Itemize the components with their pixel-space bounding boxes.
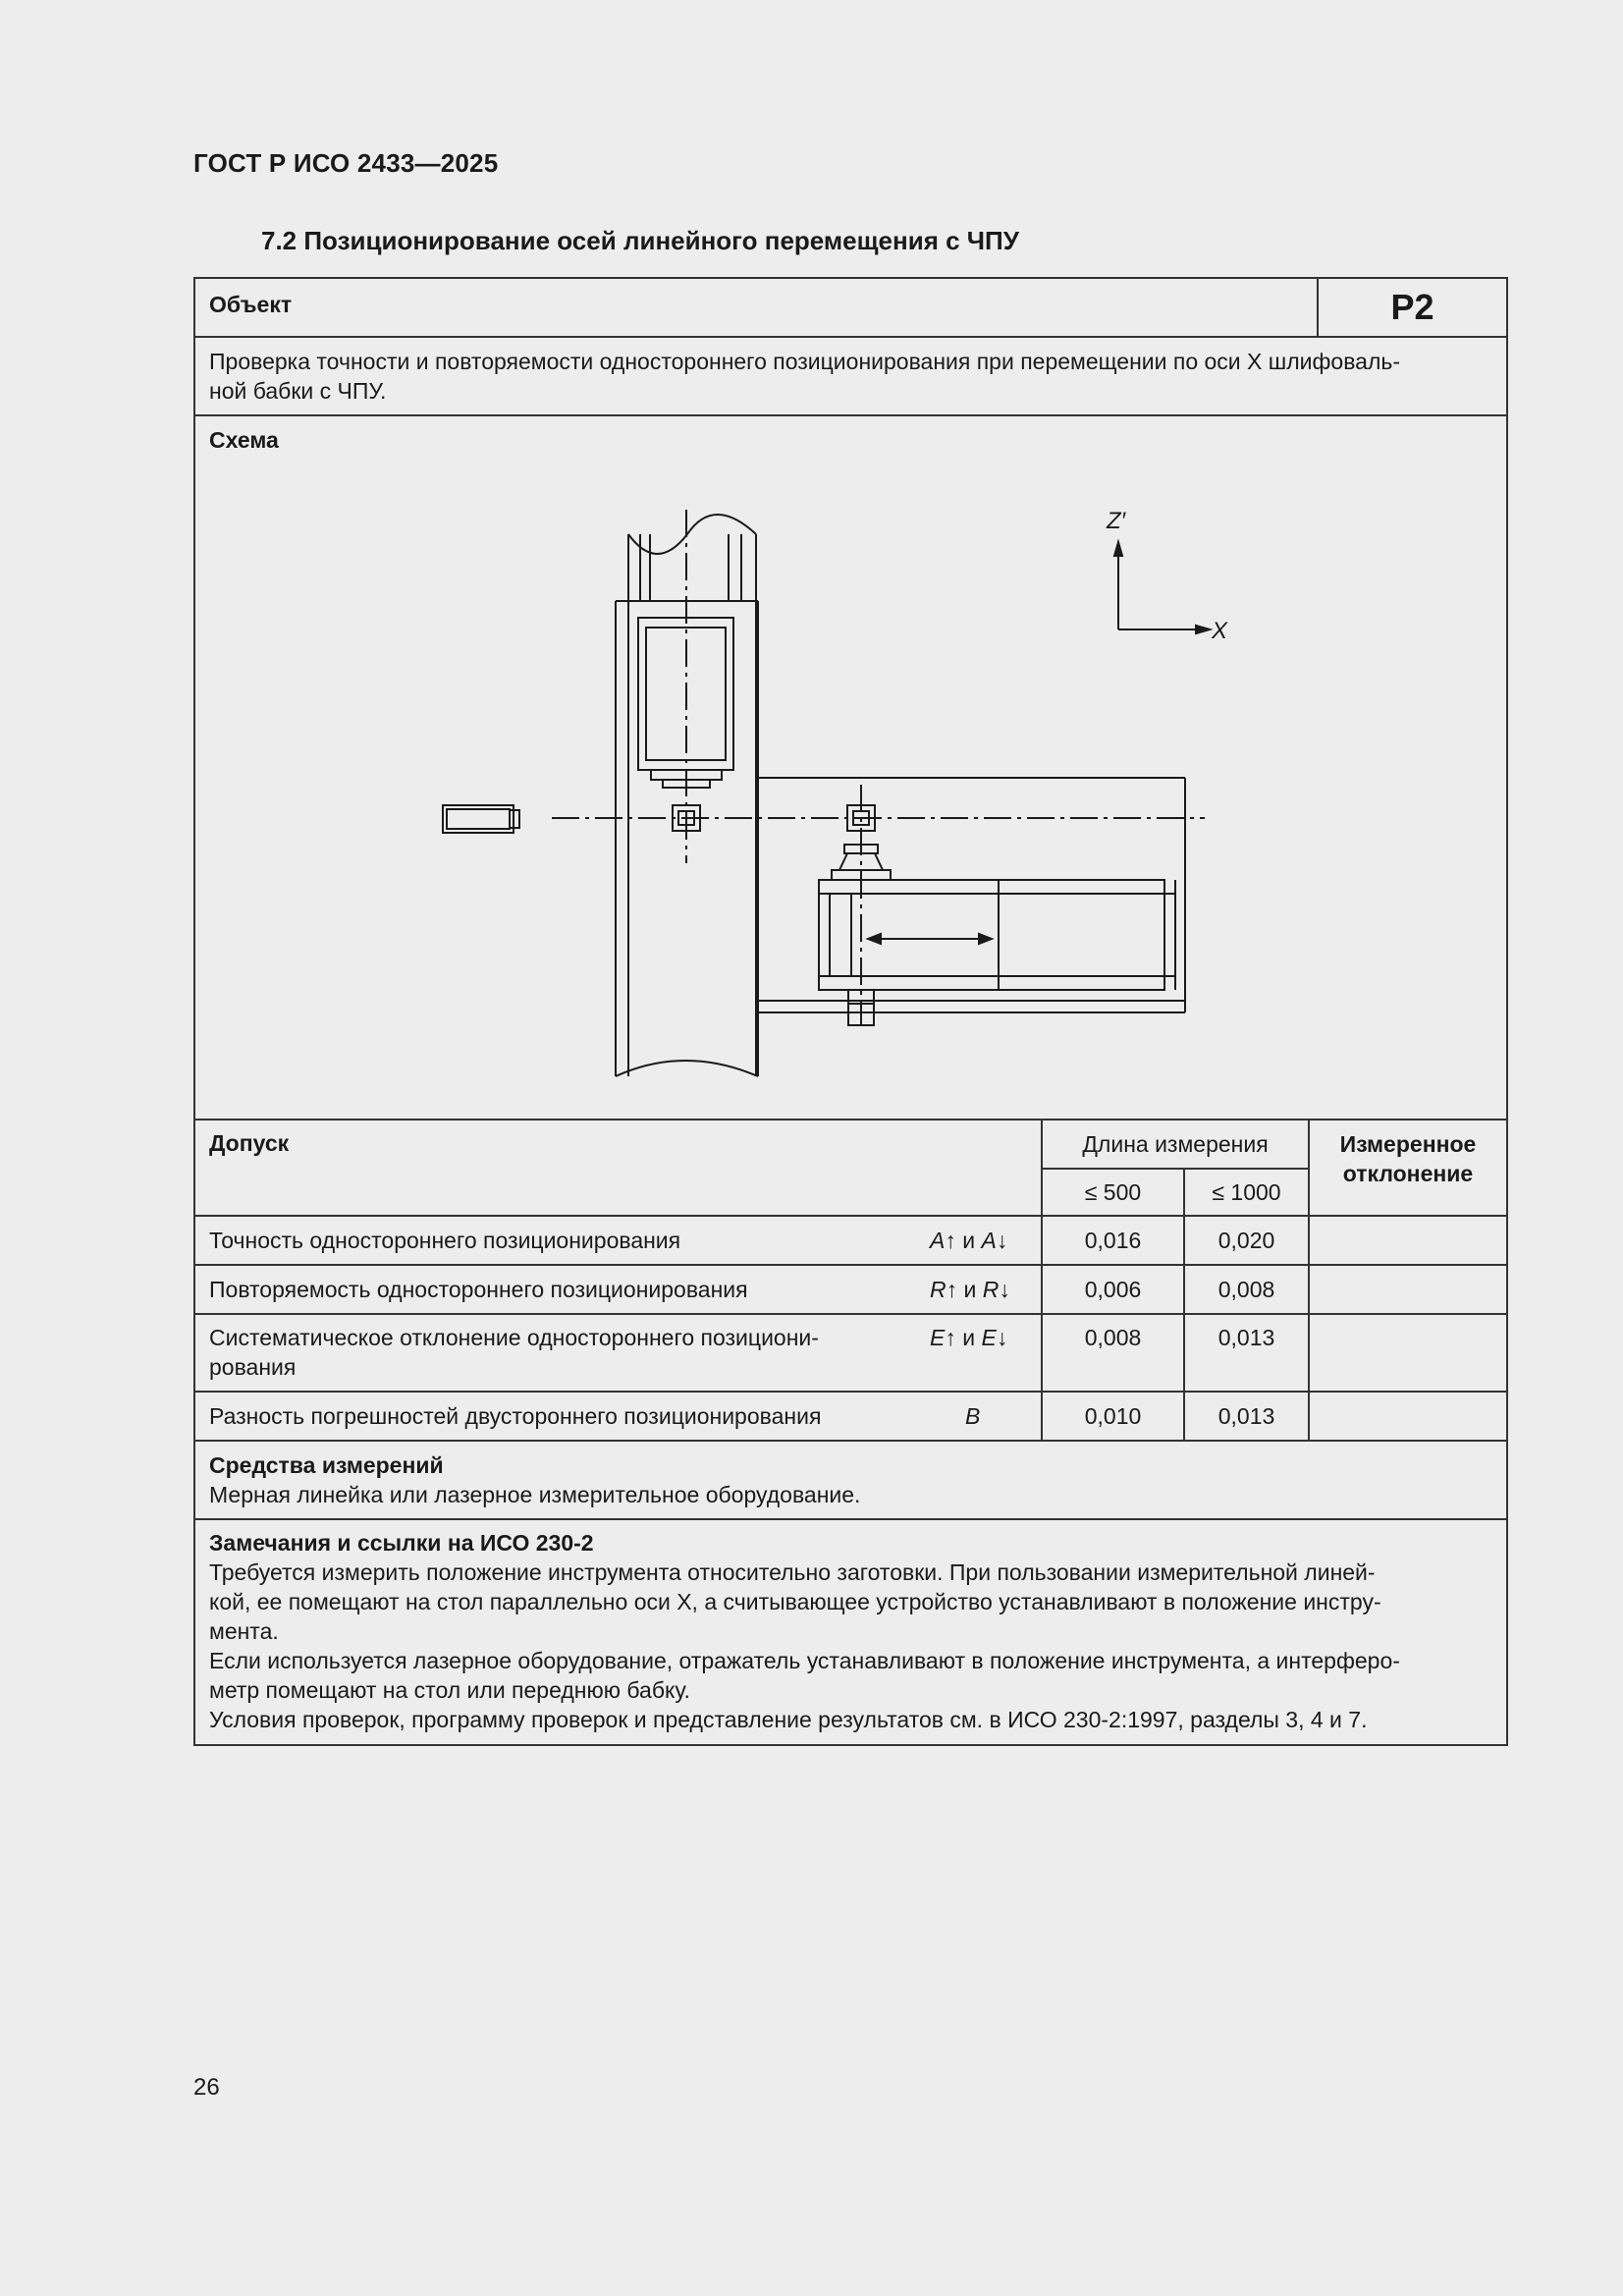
instruments-text: Мерная линейка или лазерное измерительное оборудование. [209, 1482, 861, 1507]
tolerance-row-name: Точность одностороннего позиционирования [209, 1228, 681, 1253]
tolerance-row-symbol: E↑ и E↓ [930, 1325, 1008, 1350]
tolerance-header: Допуск [209, 1130, 290, 1156]
tolerance-row-name-line1: Систематическое отклонение одностороннего позициони- [209, 1325, 819, 1350]
tailstock [443, 805, 519, 833]
le500-header: ≤ 500 [1084, 1179, 1142, 1205]
tolerance-row-v1000: 0,013 [1217, 1403, 1275, 1429]
notes-line: кой, ее помещают на стол параллельно оси X, а считывающее устройство устанавливают в положение инстру- [209, 1589, 1381, 1614]
notes-line: мента. [209, 1618, 279, 1644]
tolerance-row-symbol: R↑ и R↓ [930, 1277, 1010, 1302]
scheme-label: Схема [209, 427, 279, 453]
tolerance-row-v500: 0,006 [1084, 1277, 1142, 1302]
section-title: 7.2 Позиционирование осей линейного перемещения с ЧПУ [261, 226, 1019, 255]
machine-scheme-diagram [193, 416, 1508, 1119]
tolerance-row-name: Повторяемость одностороннего позиционирования [209, 1277, 748, 1302]
tolerance-top-divider [193, 1119, 1508, 1121]
page-number: 26 [193, 2074, 220, 2101]
tolerance-row-symbol: A↑ и A↓ [930, 1228, 1008, 1253]
tolerance-row-v1000: 0,013 [1217, 1325, 1275, 1350]
tolerance-row-name: Разность погрешностей двустороннего позиционирования [209, 1403, 822, 1429]
object-description-line1: Проверка точности и повторяемости одностороннего позиционирования при перемещении по оси X шлифоваль- [209, 349, 1401, 374]
notes-line: Требуется измерить положение инструмента относительно заготовки. При пользовании измерительной линей- [209, 1559, 1376, 1585]
document-header: ГОСТ Р ИСО 2433—2025 [193, 148, 499, 178]
tolerance-row-v500: 0,008 [1084, 1325, 1142, 1350]
object-label: Объект [209, 292, 293, 317]
axis-x-label: X [1212, 618, 1228, 644]
length-header: Длина измерения [1082, 1131, 1269, 1157]
tolerance-row-v500: 0,016 [1084, 1228, 1142, 1253]
object-divider [193, 336, 1319, 338]
tolerance-row-symbol: B [965, 1403, 981, 1429]
notes-line: Условия проверок, программу проверок и представление результатов см. в ИСО 230-2:1997, разделы 3, 4 и 7. [209, 1707, 1368, 1732]
object-description-line2: ной бабки с ЧПУ. [209, 378, 387, 404]
notes-line: Если используется лазерное оборудование, отражатель устанавливают в положение инструмента, а интерферо- [209, 1648, 1400, 1673]
axes-indicator [1106, 508, 1228, 644]
notes-line: метр помещают на стол или переднюю бабку. [209, 1677, 690, 1703]
measured-header-line1: Измеренное [1339, 1131, 1477, 1157]
measured-header-line2: отклонение [1342, 1161, 1474, 1186]
tolerance-row-v500: 0,010 [1084, 1403, 1142, 1429]
machine-table-frame [758, 778, 1185, 1012]
tolerance-row-name-line2: рования [209, 1354, 297, 1380]
carriage [819, 880, 1175, 1025]
instruments-label: Средства измерений [209, 1452, 444, 1478]
tolerance-row-v1000: 0,020 [1217, 1228, 1275, 1253]
test-code-box: P2 [1317, 277, 1508, 338]
tolerance-row-v1000: 0,008 [1217, 1277, 1275, 1302]
notes-label: Замечания и ссылки на ИСО 230-2 [209, 1530, 594, 1556]
axis-z-label: Z′ [1107, 508, 1126, 534]
le1000-header: ≤ 1000 [1212, 1179, 1281, 1205]
instruments-divider [193, 1518, 1508, 1520]
